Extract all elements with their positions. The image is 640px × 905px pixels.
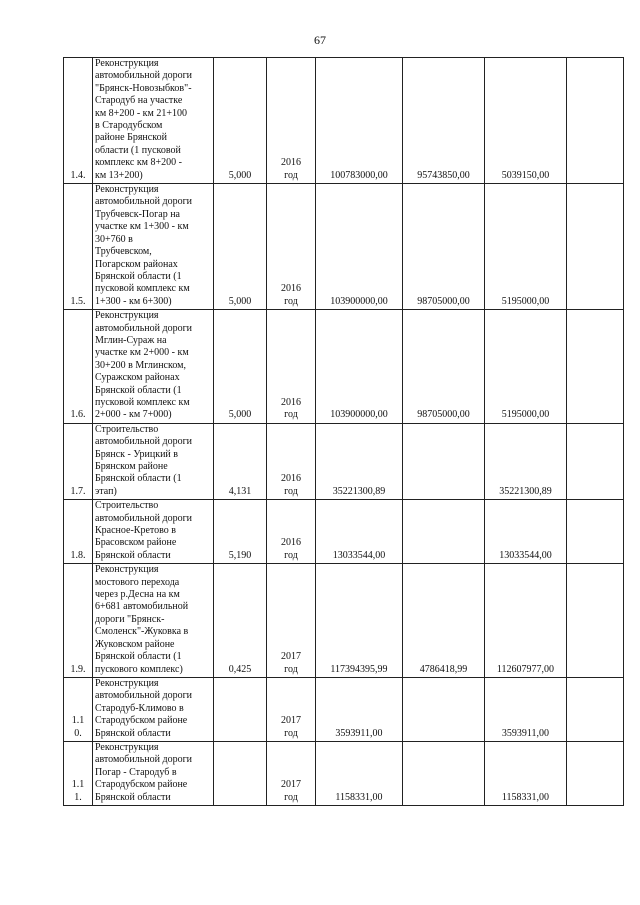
row-number: 1.8. [64,500,93,564]
page-number: 67 [314,33,326,47]
length-km: 0,425 [214,564,267,678]
length-km: 5,190 [214,500,267,564]
federal-amount [403,500,485,564]
total-amount: 13033544,00 [316,500,403,564]
total-amount: 1158331,00 [316,741,403,805]
object-name: Строительство автомобильной дороги Брянск - Урицкий в Брянском районе Брянской области (1 этап) [93,423,214,499]
road-works-table [63,57,624,806]
object-name: Реконструкция автомобильной дороги "Брянск-Новозыбков"- Стародуб на участке км 8+200 - км 21+100 в Стародубском районе Брянской области (1 пусковой комплекс км 8+200 - км 13+200) [93,58,214,184]
total-amount: 3593911,00 [316,677,403,741]
regional-amount: 5195000,00 [485,184,567,310]
table-row [64,500,624,564]
total-amount: 103900000,00 [316,184,403,310]
federal-amount: 4786418,99 [403,564,485,678]
regional-amount: 13033544,00 [485,500,567,564]
row-number: 1.9. [64,564,93,678]
year: 2016 год [267,423,316,499]
table-row [64,741,624,805]
length-km [214,741,267,805]
total-amount: 100783000,00 [316,58,403,184]
table-row [64,564,624,678]
empty-cell [567,184,624,310]
row-number: 1.4. [64,58,93,184]
year: 2016 год [267,500,316,564]
regional-amount: 5039150,00 [485,58,567,184]
table-row [64,184,624,310]
year: 2016 год [267,184,316,310]
empty-cell [567,677,624,741]
object-name: Реконструкция мостового перехода через р.Десна на км 6+681 автомобильной дороги "Брянск- Смоленск"-Жуковка в Жуковском районе Брянской области (1 пускового комплекс) [93,564,214,678]
year: 2016 год [267,58,316,184]
federal-amount [403,741,485,805]
empty-cell [567,310,624,424]
object-name: Реконструкция автомобильной дороги Погар - Стародуб в Стародубском районе Брянской области [93,741,214,805]
table-row [64,677,624,741]
length-km [214,677,267,741]
row-number: 1.7. [64,423,93,499]
regional-amount: 35221300,89 [485,423,567,499]
empty-cell [567,500,624,564]
regional-amount: 112607977,00 [485,564,567,678]
row-number: 1.1 0. [64,677,93,741]
table-row [64,58,624,184]
year: 2017 год [267,741,316,805]
empty-cell [567,58,624,184]
total-amount: 103900000,00 [316,310,403,424]
total-amount: 35221300,89 [316,423,403,499]
regional-amount: 3593911,00 [485,677,567,741]
regional-amount: 5195000,00 [485,310,567,424]
row-number: 1.6. [64,310,93,424]
year: 2017 год [267,677,316,741]
federal-amount: 95743850,00 [403,58,485,184]
federal-amount [403,423,485,499]
row-number: 1.1 1. [64,741,93,805]
regional-amount: 1158331,00 [485,741,567,805]
object-name: Реконструкция автомобильной дороги Стародуб-Климово в Стародубском районе Брянской области [93,677,214,741]
total-amount: 117394395,99 [316,564,403,678]
empty-cell [567,423,624,499]
length-km: 5,000 [214,58,267,184]
length-km: 5,000 [214,310,267,424]
table-row [64,310,624,424]
row-number: 1.5. [64,184,93,310]
year: 2016 год [267,310,316,424]
federal-amount [403,677,485,741]
object-name: Реконструкция автомобильной дороги Мглин-Сураж на участке км 2+000 - км 30+200 в Мглинском, Суражском районах Брянской области (1 пусковой комплекс км 2+000 - км 7+000) [93,310,214,424]
empty-cell [567,741,624,805]
table-body [64,58,624,806]
object-name: Реконструкция автомобильной дороги Трубчевск-Погар на участке км 1+300 - км 30+760 в Трубчевском, Погарском районах Брянской области (1 пусковой комплекс км 1+300 - км 6+300) [93,184,214,310]
federal-amount: 98705000,00 [403,184,485,310]
length-km: 4,131 [214,423,267,499]
table-row [64,423,624,499]
empty-cell [567,564,624,678]
federal-amount: 98705000,00 [403,310,485,424]
object-name: Строительство автомобильной дороги Красное-Кретово в Брасовском районе Брянской области [93,500,214,564]
length-km: 5,000 [214,184,267,310]
year: 2017 год [267,564,316,678]
